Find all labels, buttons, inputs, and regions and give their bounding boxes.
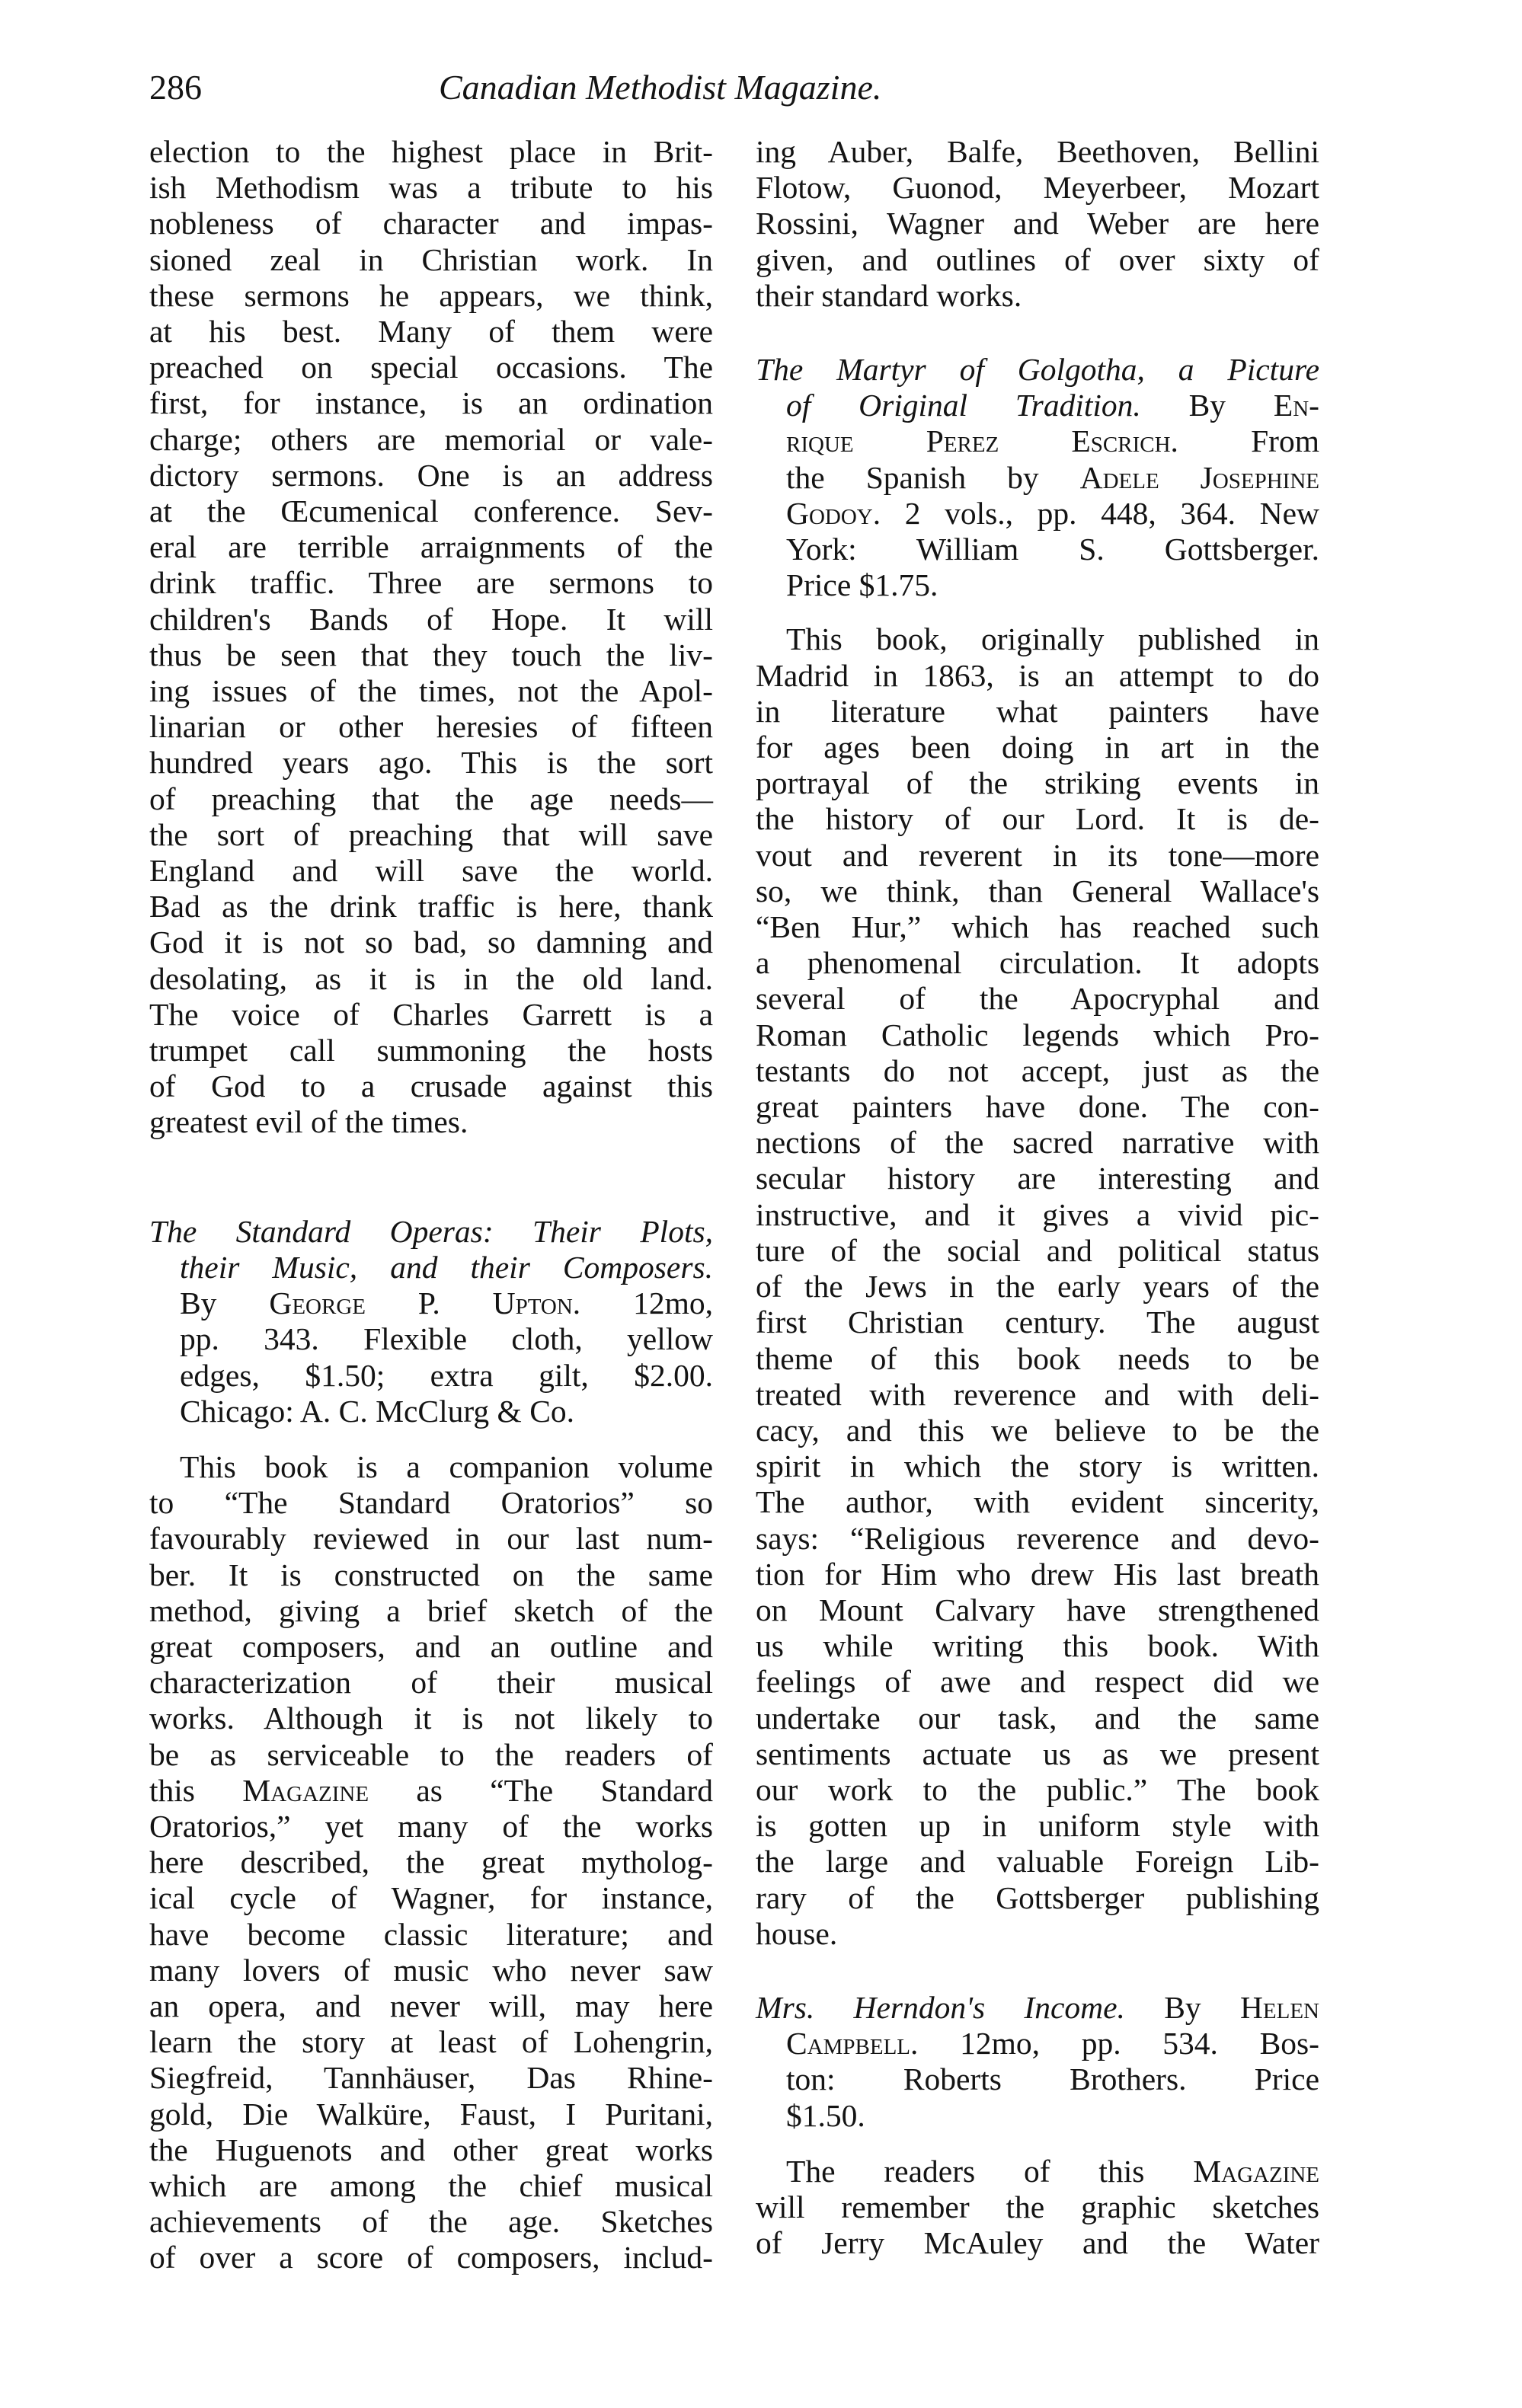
text-line: of God to a crusade against this — [149, 1068, 713, 1104]
text-line: many lovers of music who never saw — [149, 1952, 713, 1988]
text-line: which are among the chief musical — [149, 2167, 713, 2203]
text-line: desolating, as it is in the old land. — [149, 960, 713, 996]
by-word: By — [1164, 1989, 1201, 2025]
text-line: secular history are interesting and — [756, 1161, 1319, 1196]
text-line: nections of the sacred narrative with — [756, 1125, 1319, 1161]
text-line: rary of the Gottsberger publishing — [756, 1879, 1319, 1915]
text-line: method, giving a brief sketch of the — [149, 1592, 713, 1628]
text-line: of over a score of composers, includ- — [149, 2240, 713, 2275]
text-line: will remember the graphic sketches — [756, 2189, 1319, 2224]
text-line: their standard works. — [756, 277, 1022, 313]
text-line: ing issues of the times, not the Apol- — [149, 673, 713, 709]
translator-name: Godoy. — [786, 495, 881, 531]
text-line: ing Auber, Balfe, Beethoven, Bellini — [756, 134, 1319, 169]
text-line: treated with reverence and with deli- — [756, 1376, 1319, 1412]
text-line: first Christian century. The august — [756, 1305, 1319, 1340]
text-line: nobleness of character and impas- — [149, 206, 713, 241]
text-line: of the Jews in the early years of the — [756, 1269, 1319, 1305]
text-line: cacy, and this we believe to be the — [756, 1412, 1319, 1448]
text-line: hundred years ago. This is the sort — [149, 745, 713, 781]
text-line: theme of this book needs to be — [756, 1340, 1319, 1376]
text-line: Siegfreid, Tannhäuser, Das Rhine- — [149, 2060, 713, 2096]
text-line: dictory sermons. One is an address — [149, 457, 713, 493]
text-line: undertake our task, and the same — [756, 1700, 1319, 1736]
operas-review-continued — [756, 134, 1319, 314]
text-line: sioned zeal in Christian work. In — [149, 241, 713, 277]
by-word: By — [180, 1285, 217, 1321]
text-line: great composers, and an outline and — [149, 1628, 713, 1664]
text-line: in literature what painters have — [756, 693, 1319, 729]
book-title-line: their Music, and their Composers. — [180, 1249, 713, 1285]
text-line — [149, 1773, 713, 1809]
text-fragment: as “The Standard — [416, 1772, 714, 1808]
text-line: given, and outlines of over sixty of — [756, 241, 1319, 277]
text-line: The author, with evident sincerity, — [756, 1484, 1319, 1520]
herndon-review — [756, 2154, 1319, 2262]
text-line: at the Œcumenical conference. Sev- — [149, 493, 713, 529]
book-title: Mrs. Herndon's Income. — [756, 1989, 1125, 2025]
byline — [149, 1285, 713, 1321]
text-line: to “The Standard Oratorios” so — [149, 1485, 713, 1521]
text-fragment: The readers of this — [786, 2153, 1145, 2189]
publisher-line: York: William S. Gottsberger. — [786, 532, 1319, 567]
text-line: on Mount Calvary have strengthened — [756, 1592, 1319, 1627]
text-line: linarian or other heresies of fifteen — [149, 709, 713, 745]
text-line: characterization of their musical — [149, 1665, 713, 1701]
text-line: children's Bands of Hope. It will — [149, 601, 713, 637]
running-title: Canadian Methodist Magazine. — [439, 68, 882, 107]
text-line: of preaching that the age needs— — [149, 781, 713, 816]
text-line: the history of our Lord. It is de- — [756, 801, 1319, 837]
book-title-line: The Martyr of Golgotha, a Picture — [756, 352, 1319, 388]
text-line — [756, 2154, 1319, 2189]
byline — [756, 2026, 1319, 2061]
publisher-line: ton: Roberts Brothers. Price — [786, 2061, 1319, 2097]
text-line: here described, the great mytholog- — [149, 1844, 713, 1880]
format-text: 12mo, pp. 534. Bos- — [960, 2026, 1320, 2061]
text-line: ber. It is constructed on the same — [149, 1557, 713, 1592]
page-number: 286 — [149, 68, 202, 107]
text-line: God it is not so bad, so damning and — [149, 925, 713, 960]
publication-details: edges, $1.50; extra gilt, $2.00. — [180, 1357, 713, 1393]
book-title-line: The Standard Operas: Their Plots, — [149, 1213, 713, 1249]
text-line: at his best. Many of them were — [149, 314, 713, 350]
text-line: This book is a companion volume — [180, 1448, 713, 1484]
price-line: $1.50. — [786, 2097, 865, 2133]
operas-book-heading — [149, 1214, 713, 1429]
herndon-book-heading — [756, 1990, 1319, 2134]
text-line: Madrid in 1863, is an attempt to do — [756, 657, 1319, 693]
by-word: By — [1188, 388, 1226, 423]
text-line: instructive, and it gives a vivid pic- — [756, 1196, 1319, 1232]
publication-details: pp. 343. Flexible cloth, yellow — [180, 1321, 713, 1357]
text-line: greatest evil of the times. — [149, 1104, 468, 1140]
text-line: these sermons he appears, we think, — [149, 277, 713, 313]
text-line: works. Although it is not likely to — [149, 1701, 713, 1736]
text-line: tion for Him who drew His last breath — [756, 1556, 1319, 1592]
text-fragment: the Spanish by — [786, 459, 1039, 495]
text-line: our work to the public.” The book — [756, 1771, 1319, 1807]
text-line: testants do not accept, just as the — [756, 1052, 1319, 1088]
text-fragment: From — [1251, 423, 1319, 459]
format-text: 12mo, — [633, 1285, 713, 1321]
text-line: have become classic literature; and — [149, 1916, 713, 1952]
text-line: Flotow, Guonod, Meyerbeer, Mozart — [756, 170, 1319, 206]
text-line: preached on special occasions. The — [149, 350, 713, 385]
text-fragment: this — [149, 1772, 195, 1808]
text-line: England and will save the world. — [149, 853, 713, 889]
text-line: an opera, and never will, may here — [149, 1988, 713, 2023]
text-line: learn the story at least of Lohengrin, — [149, 2024, 713, 2060]
garrett-review-conclusion — [149, 134, 713, 1141]
text-line: house. — [756, 1915, 838, 1951]
translator-name: Adele Josephine — [1079, 459, 1319, 495]
text-line: drink traffic. Three are sermons to — [149, 565, 713, 601]
price-line: Price $1.75. — [786, 567, 938, 603]
text-line: several of the Apocryphal and — [756, 981, 1319, 1017]
text-line: great painters have done. The con- — [756, 1089, 1319, 1125]
text-line: vout and reverent in its tone—more — [756, 837, 1319, 873]
text-line: sentiments actuate us as we present — [756, 1736, 1319, 1771]
text-line: for ages been doing in art in the — [756, 730, 1319, 765]
text-line: Roman Catholic legends which Pro- — [756, 1017, 1319, 1052]
author-name: rique Perez Escrich. — [786, 423, 1178, 459]
text-line: the large and valuable Foreign Lib- — [756, 1844, 1319, 1879]
text-line: Bad as the drink traffic is here, thank — [149, 889, 713, 925]
operas-review — [149, 1449, 713, 2276]
text-line: of Jerry McAuley and the Water — [756, 2225, 1319, 2261]
book-title-line — [756, 388, 1319, 423]
text-line: thus be seen that they touch the liv- — [149, 637, 713, 672]
author-name: En- — [1273, 388, 1320, 423]
text-line: gold, Die Walküre, Faust, I Puritani, — [149, 2096, 713, 2132]
text-line: be as serviceable to the readers of — [149, 1736, 713, 1772]
text-line: ical cycle of Wagner, for instance, — [149, 1880, 713, 1916]
text-line: achievements of the age. Sketches — [149, 2204, 713, 2240]
text-line: first, for instance, is an ordination — [149, 385, 713, 421]
text-line: us while writing this book. With — [756, 1628, 1319, 1664]
magazine-name: Magazine — [1193, 2153, 1319, 2189]
text-line: ture of the social and political status — [756, 1232, 1319, 1268]
text-fragment: 2 vols., pp. 448, 364. New — [904, 495, 1320, 531]
page-header — [149, 67, 1353, 120]
byline — [756, 423, 1319, 459]
text-line: ish Methodism was a tribute to his — [149, 170, 713, 206]
book-title-line — [756, 1990, 1319, 2026]
text-line: The voice of Charles Garrett is a — [149, 996, 713, 1032]
left-column — [149, 134, 713, 2276]
magazine-name: Magazine — [242, 1772, 369, 1808]
text-line: is gotten up in uniform style with — [756, 1808, 1319, 1844]
text-line: Rossini, Wagner and Weber are here — [756, 206, 1319, 241]
text-line: feelings of awe and respect did we — [756, 1664, 1319, 1700]
text-line: trumpet call summoning the hosts — [149, 1033, 713, 1068]
text-line: spirit in which the story is written. — [756, 1448, 1319, 1484]
text-line: eral are terrible arraignments of the — [149, 529, 713, 565]
publisher-line: Chicago: A. C. McClurg & Co. — [180, 1393, 575, 1429]
right-column — [756, 134, 1319, 2261]
text-line: says: “Religious reverence and devo- — [756, 1520, 1319, 1556]
text-line: the sort of preaching that will save — [149, 816, 713, 852]
text-line: “Ben Hur,” which has reached such — [756, 909, 1319, 945]
martyr-review — [756, 621, 1319, 1952]
text-line: election to the highest place in Brit- — [149, 134, 713, 169]
text-line: charge; others are memorial or vale- — [149, 421, 713, 457]
text-line: the Huguenots and other great works — [149, 2132, 713, 2167]
author-name: Helen — [1239, 1989, 1319, 2025]
martyr-book-heading — [756, 352, 1319, 603]
text-line: favourably reviewed in our last num- — [149, 1521, 713, 1557]
author-name: Campbell. — [786, 2026, 919, 2061]
text-line: portrayal of the striking events in — [756, 765, 1319, 801]
text-line: a phenomenal circulation. It adopts — [756, 945, 1319, 981]
text-line: so, we think, than General Wallace's — [756, 873, 1319, 909]
text-line: Oratorios,” yet many of the works — [149, 1808, 713, 1844]
text-line: This book, originally published in — [786, 621, 1319, 657]
author-name: George P. Upton. — [269, 1285, 581, 1321]
translator-line — [756, 460, 1319, 496]
publication-details — [756, 496, 1319, 532]
book-title-fragment: of Original Tradition. — [786, 388, 1141, 423]
